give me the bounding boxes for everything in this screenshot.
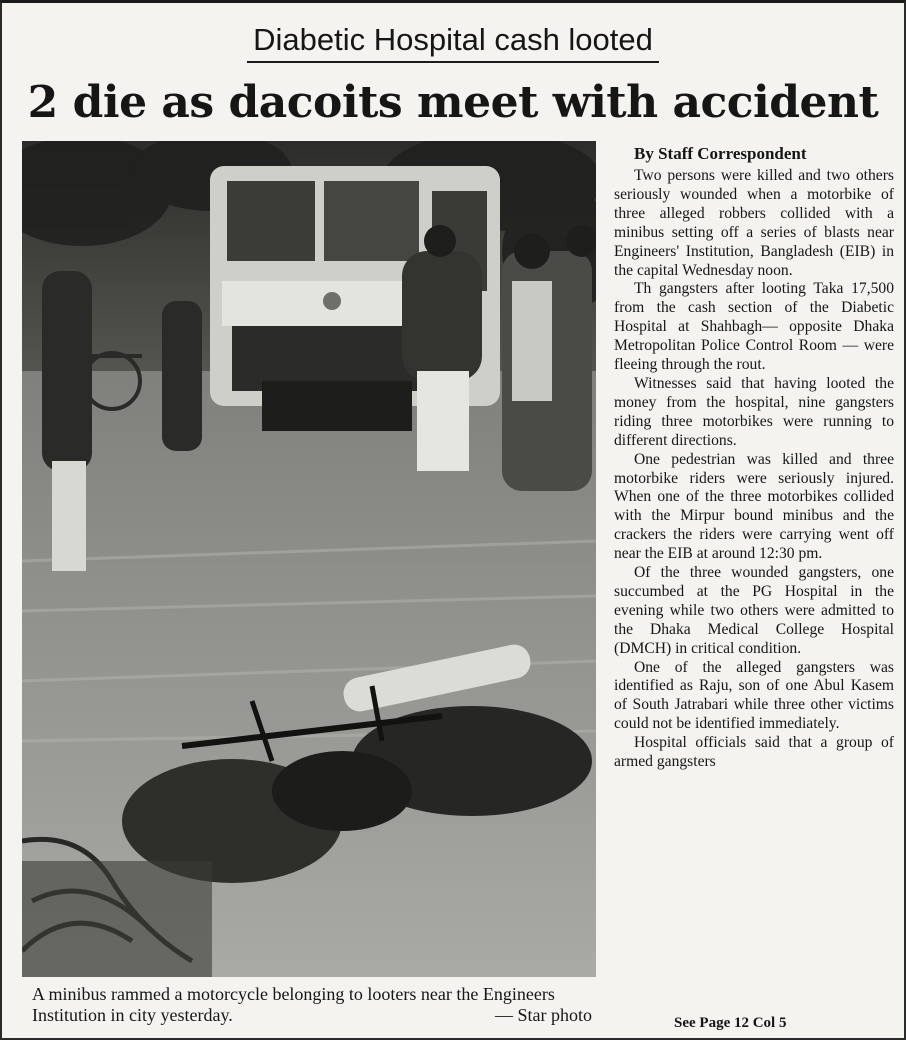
article-column — [614, 143, 894, 772]
kicker-text: Diabetic Hospital cash looted — [247, 21, 659, 63]
article-paragraph: Of the three wounded gangsters, one succumbed at the PG Hospital in the evening while two others were admitted to the Dhaka Medical College Hospital (DMCH) in critical condition. — [614, 564, 894, 657]
continued-reference: See Page 12 Col 5 — [674, 1015, 787, 1031]
kicker-headline — [2, 21, 904, 63]
article-paragraph: Witnesses said that having looted the money from the hospital, nine gangsters riding three motorbikes were running to different directions. — [614, 374, 894, 449]
article-paragraph: Hospital officials said that a group of armed gangsters — [614, 734, 894, 771]
photo-credit: — Star photo — [495, 1005, 592, 1025]
article-paragraph: Two persons were killed and two others seriously wounded when a motorbike of three alleged robbers collided with a minibus setting off a series of blasts near Engineers' Institution, Bangladesh (EIB) in the capital Wednesday noon. — [614, 167, 894, 279]
photo-caption — [32, 984, 592, 1026]
caption-text: A minibus rammed a motorcycle belonging to looters near the Engineers Institution in city yesterday. — [32, 984, 555, 1025]
news-photo — [22, 141, 596, 977]
article-paragraph: One of the alleged gangsters was identified as Raju, son of one Abul Kasem of South Jatrabari while three other victims could not be identified immediately. — [614, 658, 894, 733]
article-paragraph: One pedestrian was killed and three motorbike riders were seriously injured. When one of the three motorbikes collided with the Mirpur bound minibus and the crackers the riders were carrying went off near the EIB at around 12:30 pm. — [614, 450, 894, 563]
main-headline: 2 die as dacoits meet with accident — [27, 77, 879, 128]
photo-foreground-shadow — [22, 861, 212, 977]
article-paragraph: Th gangsters after looting Taka 17,500 from the cash section of the Diabetic Hospital at Shahbagh— opposite Dhaka Metropolitan Police Control Room — were fleeing through the rout. — [614, 280, 894, 374]
byline: By Staff Correspondent — [634, 144, 807, 163]
